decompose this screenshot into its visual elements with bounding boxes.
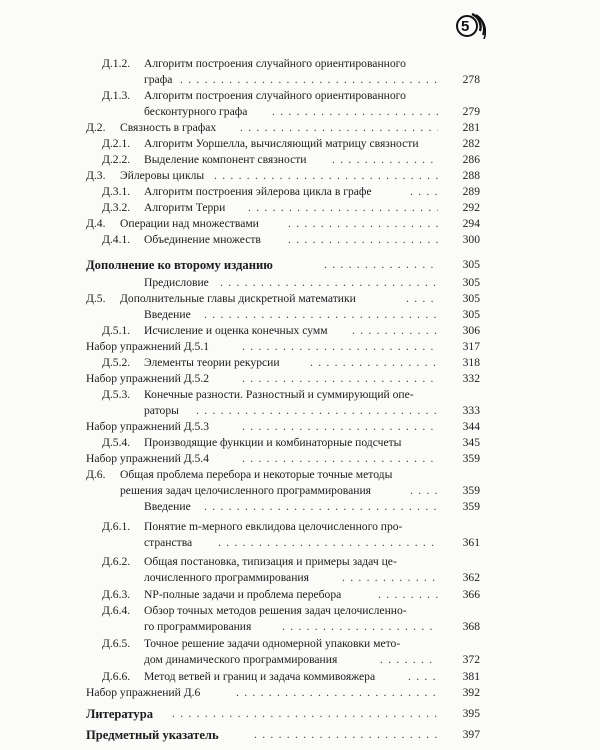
toc-leader xyxy=(406,291,438,307)
toc-entry-number: Д.3.1. xyxy=(102,185,131,198)
toc-entry-title: Набор упражнений Д.5.3 xyxy=(86,420,210,433)
toc-entry[interactable] xyxy=(0,371,600,387)
toc-entry-title: Производящие функции и комбинаторные подсчеты xyxy=(144,436,402,449)
toc-leader xyxy=(282,619,438,635)
toc-leader xyxy=(180,72,438,88)
toc-leader xyxy=(332,152,438,168)
toc-entry[interactable] xyxy=(0,603,600,619)
toc-entry-heading[interactable] xyxy=(0,257,600,273)
toc-page-number: 281 xyxy=(462,121,480,134)
toc-entry[interactable] xyxy=(0,685,600,701)
toc-entry[interactable] xyxy=(0,184,600,200)
toc-leader xyxy=(288,216,438,232)
toc-entry[interactable] xyxy=(0,587,600,603)
toc-entry-number: Д.6.5. xyxy=(102,637,131,650)
toc-leader xyxy=(248,200,438,216)
toc-entry-title-cont: раторы xyxy=(144,404,179,417)
toc-entry-number: Д.5.4. xyxy=(102,436,131,449)
toc-heading-title: Предметный указатель xyxy=(86,728,219,742)
toc-leader xyxy=(214,168,438,184)
toc-leader xyxy=(242,419,438,435)
toc-entry[interactable] xyxy=(0,200,600,216)
toc-entry[interactable] xyxy=(0,88,600,104)
toc-entry-continuation[interactable] xyxy=(0,483,600,499)
toc-entry-title: Эйлеровы циклы xyxy=(120,169,205,182)
toc-entry[interactable] xyxy=(0,323,600,339)
toc-entry-title: Элементы теории рекурсии xyxy=(144,356,280,369)
toc-entry-heading[interactable] xyxy=(0,727,600,743)
toc-entry[interactable] xyxy=(0,636,600,652)
toc-entry-title: Введение xyxy=(144,500,191,513)
toc-entry-number: Д.4.1. xyxy=(102,233,131,246)
toc-entry-number: Д.2. xyxy=(86,121,106,134)
toc-heading-title: Литература xyxy=(86,707,154,721)
toc-entry[interactable] xyxy=(0,435,600,451)
toc-entry[interactable] xyxy=(0,519,600,535)
toc-entry[interactable] xyxy=(0,307,600,323)
toc-entry-number: Д.6.3. xyxy=(102,588,131,601)
toc-entry-continuation[interactable] xyxy=(0,403,600,419)
toc-entry-number: Д.3.2. xyxy=(102,201,131,214)
toc-entry[interactable] xyxy=(0,136,600,152)
toc-entry-title: Алгоритм построения эйлерова цикла в графе xyxy=(144,185,372,198)
toc-leader xyxy=(242,451,438,467)
toc-entry[interactable] xyxy=(0,152,600,168)
toc-page-number: 305 xyxy=(462,276,480,289)
toc-entry[interactable] xyxy=(0,669,600,685)
toc-entry-title: Алгоритм построения случайного ориентированного xyxy=(144,57,406,70)
toc-entry-title: Выделение компонент связности xyxy=(144,153,307,166)
toc-entry-title: Набор упражнений Д.5.4 xyxy=(86,452,210,465)
toc-page-number: 305 xyxy=(462,258,480,271)
toc-entry-number: Д.6.2. xyxy=(102,555,131,568)
toc-page-number: 282 xyxy=(462,137,480,150)
toc-entry-title: Объединение множеств xyxy=(144,233,261,246)
toc-page-number: 372 xyxy=(462,653,480,666)
toc-page-number: 381 xyxy=(462,670,480,683)
toc-entry-title: Алгоритм построения случайного ориентированного xyxy=(144,89,406,102)
toc-entry-continuation[interactable] xyxy=(0,652,600,668)
toc-entry[interactable] xyxy=(0,387,600,403)
toc-leader xyxy=(254,727,438,743)
toc-entry-title: Точное решение задачи одномерной упаковки мето- xyxy=(144,637,401,650)
toc-leader xyxy=(410,483,438,499)
page-number: 5 xyxy=(461,18,470,35)
toc-entry[interactable] xyxy=(0,216,600,232)
toc-entry[interactable] xyxy=(0,232,600,248)
toc-entry[interactable] xyxy=(0,168,600,184)
toc-leader xyxy=(378,587,438,603)
toc-page-number: 288 xyxy=(462,169,480,182)
toc-entry-title: Дополнительные главы дискретной математики xyxy=(120,292,356,305)
toc-entry[interactable] xyxy=(0,554,600,570)
toc-entry-title: Конечные разности. Разностный и суммирующий опе- xyxy=(144,388,414,401)
toc-leader xyxy=(242,339,438,355)
toc-entry-title-cont: графа xyxy=(144,73,173,86)
toc-page-number: 366 xyxy=(462,588,480,601)
toc-leader xyxy=(240,120,438,136)
toc-entry-title-cont: решения задач целочисленного программирования xyxy=(120,484,371,497)
toc-leader xyxy=(220,275,438,291)
toc-leader xyxy=(324,257,438,273)
toc-entry-title: Алгоритм Терри xyxy=(144,201,226,214)
toc-heading-title: Дополнение ко второму изданию xyxy=(86,258,273,272)
toc-entry-title: Алгоритм Уоршелла, вычисляющий матрицу связности xyxy=(144,137,419,150)
toc-leader xyxy=(242,371,438,387)
toc-leader xyxy=(342,570,438,586)
toc-page-number: 292 xyxy=(462,201,480,214)
toc-page-number: 361 xyxy=(462,536,480,549)
toc-page-number: 332 xyxy=(462,372,480,385)
toc-entry-number: Д.6. xyxy=(86,468,106,481)
toc-page-number: 318 xyxy=(462,356,480,369)
toc-entry-number: Д.2.1. xyxy=(102,137,131,150)
toc-entry[interactable] xyxy=(0,451,600,467)
toc-page-number: 362 xyxy=(462,571,480,584)
toc-entry-continuation[interactable] xyxy=(0,570,600,586)
toc-entry[interactable] xyxy=(0,275,600,291)
toc-leader xyxy=(172,706,438,722)
toc-entry[interactable] xyxy=(0,467,600,483)
toc-entry-title: Введение xyxy=(144,308,191,321)
toc-page-number: 359 xyxy=(462,452,480,465)
toc-entry-title: Исчисление и оценка конечных сумм xyxy=(144,324,328,337)
toc-page-number: 305 xyxy=(462,308,480,321)
toc-entry-number: Д.3. xyxy=(86,169,106,182)
toc-page-number: 294 xyxy=(462,217,480,230)
toc-leader xyxy=(410,184,438,200)
toc-entry-title: NP-полные задачи и проблема перебора xyxy=(144,588,342,601)
toc-entry-title: Понятие m-мерного евклидова целочисленного про- xyxy=(144,520,403,533)
toc-entry[interactable] xyxy=(0,499,600,515)
toc-entry-title: Общая постановка, типизация и примеры задач це- xyxy=(144,555,397,568)
toc-entry-continuation[interactable] xyxy=(0,535,600,551)
toc-page-number: 344 xyxy=(462,420,480,433)
toc-entry-number: Д.5.1. xyxy=(102,324,131,337)
toc-leader xyxy=(204,499,438,515)
toc-entry-title: Набор упражнений Д.6 xyxy=(86,686,201,699)
toc-entry-number: Д.5.2. xyxy=(102,356,131,369)
toc-leader xyxy=(236,685,438,701)
toc-entry-title: Набор упражнений Д.5.1 xyxy=(86,340,210,353)
toc-page-number: 286 xyxy=(462,153,480,166)
toc-entry-number: Д.1.3. xyxy=(102,89,131,102)
toc-page-number: 359 xyxy=(462,484,480,497)
toc-page-number: 300 xyxy=(462,233,480,246)
toc-page-number: 278 xyxy=(462,73,480,86)
toc-entry-number: Д.6.4. xyxy=(102,604,131,617)
toc-entry-continuation[interactable] xyxy=(0,104,600,120)
toc-entry-title-cont: странства xyxy=(144,536,193,549)
toc-entry-heading[interactable] xyxy=(0,706,600,722)
toc-leader xyxy=(352,323,438,339)
toc-entry-number: Д.6.1. xyxy=(102,520,131,533)
toc-leader xyxy=(218,535,438,551)
toc-entry-number: Д.6.6. xyxy=(102,670,131,683)
toc-page-number: 392 xyxy=(462,686,480,699)
toc-entry-title: Связность в графах xyxy=(120,121,217,134)
toc-page-number: 368 xyxy=(462,620,480,633)
toc-page-number: 359 xyxy=(462,500,480,513)
toc-entry-title-cont: го программирования xyxy=(144,620,252,633)
toc-page-number: 317 xyxy=(462,340,480,353)
toc-entry-continuation[interactable] xyxy=(0,72,600,88)
toc-entry-title: Метод ветвей и границ и задача коммивояжера xyxy=(144,670,376,683)
toc-page-number: 345 xyxy=(462,436,480,449)
toc-entry-number: Д.5.3. xyxy=(102,388,131,401)
toc-page-number: 289 xyxy=(462,185,480,198)
toc-entry-continuation[interactable] xyxy=(0,619,600,635)
toc-entry[interactable] xyxy=(0,56,600,72)
toc-page-number: 397 xyxy=(462,728,480,741)
toc-leader xyxy=(272,104,438,120)
toc-leader xyxy=(380,652,438,668)
toc-entry-title: Общая проблема перебора и некоторые точные методы xyxy=(120,468,393,481)
toc-entry-title-cont: дом динамического программирования xyxy=(144,653,338,666)
toc-entry[interactable] xyxy=(0,355,600,371)
toc-entry-title: Операции над множествами xyxy=(120,217,259,230)
toc-entry[interactable] xyxy=(0,291,600,307)
toc-entry[interactable] xyxy=(0,419,600,435)
toc-page-number: 395 xyxy=(462,707,480,720)
toc-entry-title-cont: лочисленного программирования xyxy=(144,571,309,584)
toc-entry-number: Д.4. xyxy=(86,217,106,230)
toc-entry-title: Предисловие xyxy=(144,276,209,289)
toc-leader xyxy=(288,232,438,248)
toc-leader xyxy=(204,307,438,323)
toc-entry-number: Д.1.2. xyxy=(102,57,131,70)
toc-entry-title: Набор упражнений Д.5.2 xyxy=(86,372,210,385)
toc-page-number: 279 xyxy=(462,105,480,118)
toc-entry[interactable] xyxy=(0,120,600,136)
toc-page-number: 306 xyxy=(462,324,480,337)
toc-leader xyxy=(196,403,438,419)
toc-entry[interactable] xyxy=(0,339,600,355)
toc-page-number: 333 xyxy=(462,404,480,417)
toc-leader xyxy=(408,669,438,685)
toc-entry-number: Д.5. xyxy=(86,292,106,305)
toc-entry-title-cont: бесконтурного графа xyxy=(144,105,248,118)
toc-entry-title: Обзор точных методов решения задач целочисленно- xyxy=(144,604,407,617)
toc-leader xyxy=(310,355,438,371)
toc-entry-number: Д.2.2. xyxy=(102,153,131,166)
toc-page-number: 305 xyxy=(462,292,480,305)
